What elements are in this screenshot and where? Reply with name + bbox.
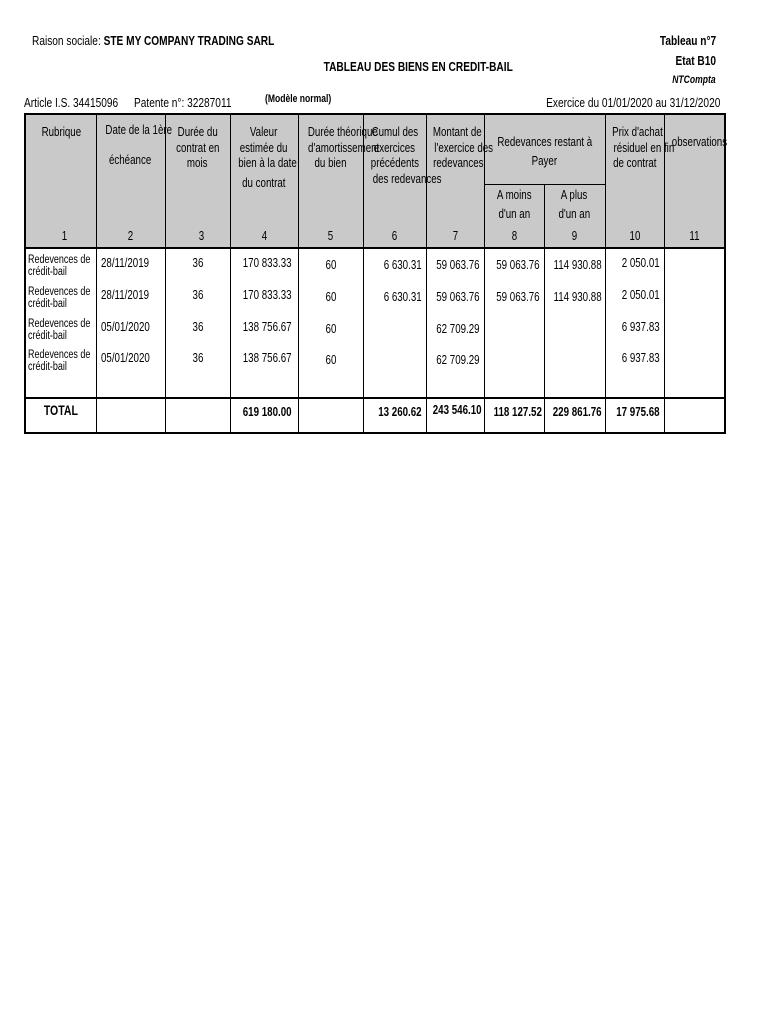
cell-amort: 60	[325, 290, 336, 304]
cell-plus: 114 930.88	[553, 258, 602, 272]
total-montant: 243 546.10	[433, 403, 482, 417]
total-cumul: 13 260.62	[378, 405, 422, 419]
company-name: STE MY COMPANY TRADING SARL	[103, 33, 275, 48]
col-number: 1	[61, 229, 67, 243]
header-cumul: Cumul des exercices précédents des redevances	[370, 125, 442, 186]
cell-amort: 60	[325, 353, 336, 367]
table-border-left	[24, 113, 26, 434]
col-number: 4	[261, 229, 267, 243]
cell-amort: 60	[325, 322, 336, 336]
col-number: 11	[688, 229, 700, 243]
cell-montant: 62 709.29	[436, 322, 480, 336]
cell-rubrique: Redevences de crédit-bail	[28, 318, 91, 342]
cell-valeur: 170 833.33	[243, 256, 292, 270]
cell-valeur: 138 756.67	[243, 320, 292, 334]
cell-duree: 36	[192, 320, 203, 334]
cell-rubrique: Redevences de crédit-bail	[28, 349, 91, 373]
col-number: 2	[127, 229, 134, 243]
cell-cumul: 6 630.31	[384, 258, 422, 272]
page-title: TABLEAU DES BIENS EN CREDIT-BAIL	[323, 59, 513, 74]
header-valeur: Valeur estimée du bien à la date du contrat	[238, 125, 297, 190]
raison-sociale-line	[32, 33, 343, 48]
cell-amort: 60	[325, 258, 336, 272]
cell-valeur: 170 833.33	[243, 288, 292, 302]
header-duree: Durée du contrat en mois	[175, 125, 220, 170]
cell-duree: 36	[192, 256, 203, 270]
cell-prix: 2 050.01	[622, 288, 660, 302]
cell-date: 05/01/2020	[101, 351, 150, 365]
cell-montant: 59 063.76	[436, 290, 480, 304]
cell-plus: 114 930.88	[553, 290, 602, 304]
credit-bail-table	[24, 113, 726, 434]
total-moins: 118 127.52	[493, 405, 542, 419]
cell-prix: 6 937.83	[622, 351, 660, 365]
header-date: Date de la 1ère échéance	[105, 123, 173, 167]
article-is: Article I.S. 34415096	[24, 95, 119, 110]
header-amortissement: Durée théorique d'amortissement du bien	[307, 125, 380, 170]
cell-montant: 59 063.76	[436, 258, 480, 272]
col-number: 9	[571, 229, 578, 243]
cell-date: 28/11/2019	[101, 288, 150, 302]
cell-duree: 36	[192, 351, 203, 365]
header-separator	[24, 247, 726, 249]
col-number: 8	[511, 229, 517, 243]
etat-label: Etat B10	[675, 53, 716, 68]
cell-moins: 59 063.76	[496, 290, 540, 304]
cell-rubrique: Redevences de crédit-bail	[28, 254, 91, 278]
header-prix-achat: Prix d'achat résiduel en fin de contrat	[612, 125, 675, 170]
exercice-period: Exercice du 01/01/2020 au 31/12/2020	[545, 95, 720, 110]
col-number: 3	[198, 229, 205, 243]
header-montant: Montant de l'exercice des redevances	[432, 125, 494, 170]
col-divider	[664, 113, 665, 434]
total-separator	[24, 397, 726, 399]
table-border-right	[724, 113, 726, 434]
total-label: TOTAL	[43, 403, 79, 418]
patente-number: Patente n°: 32287011	[134, 95, 232, 110]
modele-label: (Modèle normal)	[265, 93, 332, 105]
cell-montant: 62 709.29	[436, 353, 480, 367]
col-number: 10	[629, 229, 640, 243]
raison-label: Raison sociale:	[32, 33, 101, 48]
total-plus: 229 861.76	[553, 405, 602, 419]
cell-moins: 59 063.76	[496, 258, 540, 272]
cell-cumul: 6 630.31	[384, 290, 422, 304]
header-plus-un-an: A plus d'un an	[558, 188, 591, 221]
tableau-number: Tableau n°7	[659, 33, 716, 48]
header-observations: observations	[671, 135, 728, 149]
total-valeur: 619 180.00	[243, 405, 292, 419]
cell-valeur: 138 756.67	[243, 351, 292, 365]
table-border-top	[24, 113, 726, 115]
col-number: 6	[391, 229, 398, 243]
cell-date: 05/01/2020	[101, 320, 150, 334]
cell-prix: 6 937.83	[622, 320, 660, 334]
header-rubrique: Rubrique	[41, 125, 81, 139]
header-redevances: Redevances restant à Payer	[497, 135, 593, 168]
total-prix: 17 975.68	[616, 405, 660, 419]
col-number: 7	[452, 229, 458, 243]
cell-date: 28/11/2019	[101, 256, 150, 270]
header-moins-un-an: A moins d'un an	[496, 188, 532, 221]
cell-rubrique: Redevences de crédit-bail	[28, 286, 91, 310]
ntcompta-label: NTCompta	[672, 74, 716, 86]
col-number: 5	[327, 229, 334, 243]
cell-duree: 36	[192, 288, 203, 302]
table-border-bottom	[24, 432, 726, 434]
cell-prix: 2 050.01	[622, 256, 660, 270]
